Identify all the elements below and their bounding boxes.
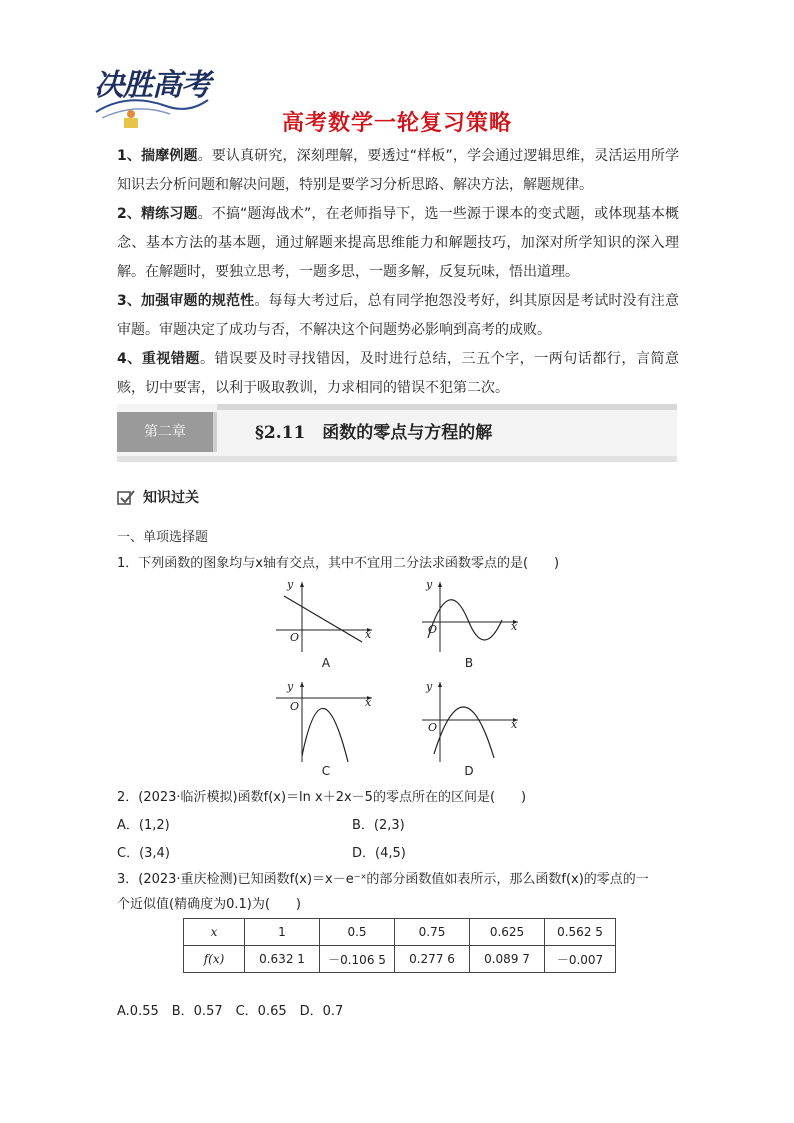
- graph-d: [418, 678, 528, 764]
- tip-2: 2、精练习题。不搞“题海战术”，在老师指导下，选一些源于课本的变式题，或体现基本概念、基本方法的基本题，通过解题来提高思维能力和解题技巧，加深对所学知识的深入理解。在解题时，要独立思考，一题多思，一题多解，反复玩味，悟出道理。: [117, 206, 679, 280]
- table-cell: 0.277 6: [395, 946, 470, 973]
- table-cell: －0.007: [545, 946, 616, 973]
- table-cell: 0.632 1: [245, 946, 320, 973]
- page-title: 高考数学一轮复习策略: [281, 111, 512, 136]
- graph-d-caption: D: [464, 764, 474, 778]
- table-row: [184, 919, 616, 946]
- table-cell: 0.75: [395, 919, 470, 946]
- table-cell: 0.5: [320, 919, 395, 946]
- q2-option-b: B．(2,3): [352, 818, 405, 833]
- logo-text: 决胜高考: [94, 68, 210, 103]
- table-cell: 0.089 7: [470, 946, 545, 973]
- question-3-line2: 个近似值(精确度为0.1)为( ): [117, 897, 301, 912]
- q3-options: A.0.55 B．0.57 C．0.65 D．0.7: [117, 1004, 344, 1019]
- checkbox-icon: [117, 489, 135, 505]
- q2-option-a: A．(1,2): [117, 818, 170, 833]
- tip-4: 4、重视错题。错误要及时寻找错因，及时进行总结，三五个字，一两句话都行，言简意赅，切中要害，以利于吸取教训，力求相同的错误不犯第二次。: [117, 351, 680, 396]
- graph-c-x-label: x: [365, 696, 372, 709]
- graph-a-x-label: x: [365, 628, 372, 641]
- table-row: [184, 946, 616, 973]
- value-table: [183, 918, 616, 973]
- graph-b-origin: O: [428, 623, 438, 636]
- graph-a-origin: O: [290, 631, 300, 644]
- question-3-line1: 3．(2023·重庆检测)已知函数f(x)＝x－e⁻ˣ的部分函数值如表所示，那么函数f(x)的零点的一: [117, 872, 649, 887]
- table-cell: f(x): [184, 946, 245, 973]
- table-cell: 0.625: [470, 919, 545, 946]
- graph-d-y-label: y: [426, 680, 433, 693]
- question-type: 一、单项选择题: [117, 530, 209, 545]
- graph-c-caption: C: [321, 764, 331, 778]
- graph-b: [418, 576, 528, 654]
- table-cell: x: [184, 919, 245, 946]
- table-cell: 0.562 5: [545, 919, 616, 946]
- graph-b-caption: B: [464, 656, 474, 670]
- table-cell: －0.106 5: [320, 946, 395, 973]
- question-2: 2．(2023·临沂模拟)函数f(x)＝ln x＋2x－5的零点所在的区间是( ): [117, 790, 527, 805]
- chapter-banner: [117, 404, 677, 462]
- section-header: [117, 487, 199, 507]
- graph-a: [272, 576, 382, 654]
- table-cell: 1: [245, 919, 320, 946]
- q2-option-c: C．(3,4): [117, 846, 170, 861]
- question-1: 1．下列函数的图象均与x轴有交点，其中不宜用二分法求函数零点的是( ): [117, 556, 560, 571]
- tip-1: 1、揣摩例题。要认真研究，深刻理解，要透过“样板”，学会通过逻辑思维，灵活运用所学知识去分析问题和解决问题，特别是要学习分析思路、解决方法，解题规律。: [117, 148, 679, 193]
- section-title: 知识过关: [143, 490, 199, 506]
- q2-option-d: D．(4,5): [352, 846, 406, 861]
- tips-block: [117, 142, 679, 403]
- graph-d-origin: O: [428, 721, 438, 734]
- graph-a-caption: A: [321, 656, 331, 670]
- graph-a-y-label: y: [287, 578, 294, 591]
- graph-b-x-label: x: [511, 620, 518, 633]
- graph-c-origin: O: [290, 700, 300, 713]
- graph-c: [272, 678, 382, 764]
- graph-d-x-label: x: [511, 718, 518, 731]
- tip-3: 3、加强审题的规范性。每每大考过后，总有同学抱怨没考好，纠其原因是考试时没有注意审题。审题决定了成功与否，不解决这个问题势必影响到高考的成败。: [117, 293, 679, 338]
- chapter-tag: 第二章: [117, 412, 213, 452]
- graph-c-y-label: y: [287, 680, 294, 693]
- graph-b-y-label: y: [426, 578, 433, 591]
- chapter-title: §2.11 函数的零点与方程的解: [255, 423, 493, 443]
